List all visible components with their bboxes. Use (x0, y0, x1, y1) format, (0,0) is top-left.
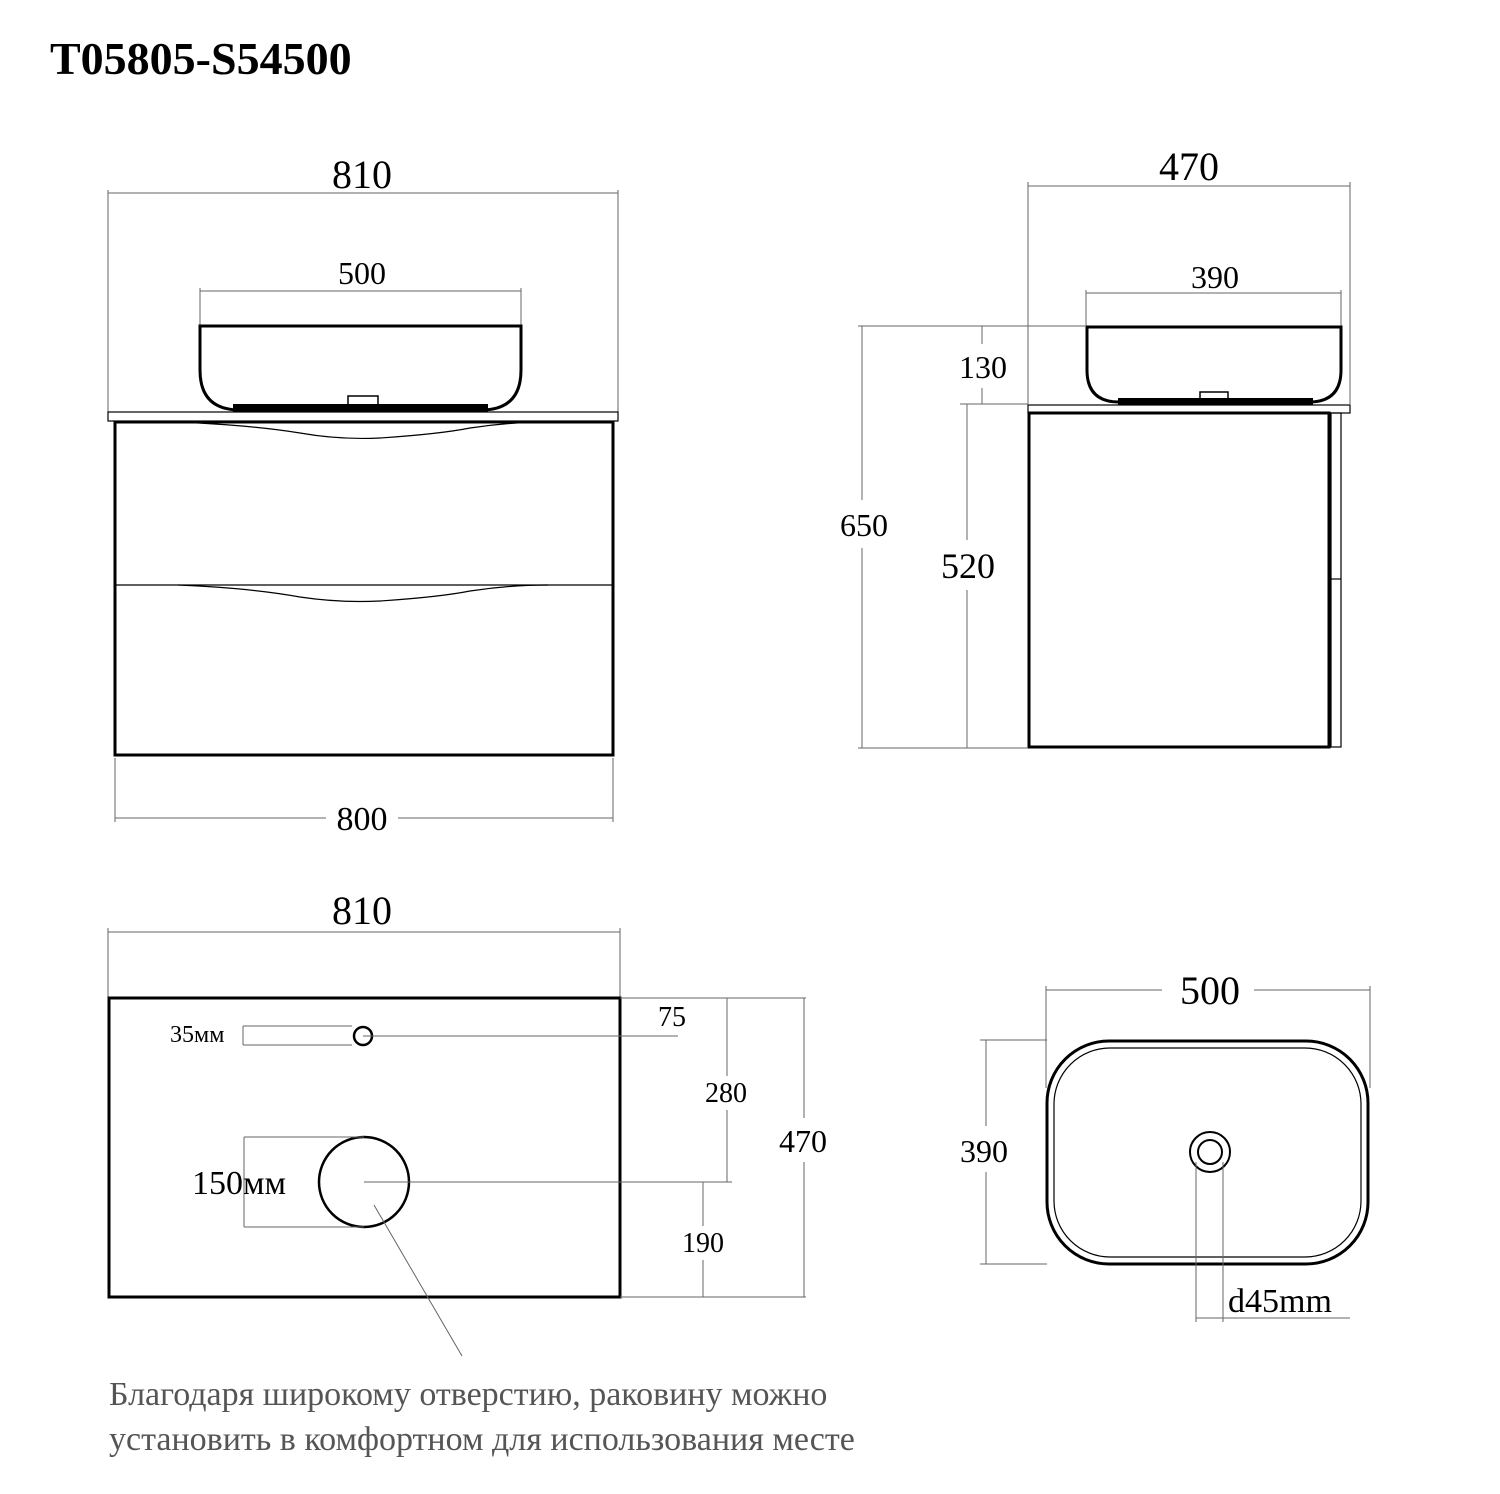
basin-width-label: 500 (1180, 968, 1240, 1013)
top-depth-label: 470 (779, 1123, 827, 1159)
drain-leader-line (374, 1205, 462, 1356)
front-countertop (108, 412, 618, 421)
top-width-label: 810 (332, 888, 392, 933)
front-drawer-curve-bottom (178, 585, 548, 602)
basin-inner-rim (1054, 1048, 1361, 1257)
front-basin-shape (200, 326, 521, 410)
basin-plan (960, 968, 1370, 1322)
side-view (840, 144, 1350, 748)
top-view (108, 888, 827, 1356)
basin-drain-label: d45mm (1228, 1283, 1332, 1320)
basin-outer-rim (1047, 1041, 1368, 1264)
drain-from-back-label: 190 (682, 1228, 724, 1259)
side-basin-base (1118, 398, 1313, 405)
basin-drain-inner (1198, 1140, 1222, 1164)
side-basin-height-label: 130 (959, 349, 1007, 385)
front-cabinet (115, 422, 613, 755)
drain-hole-label: 150мм (192, 1165, 287, 1202)
side-basin-shape (1087, 327, 1341, 402)
tap-hole-label: 35мм (170, 1022, 225, 1048)
front-cabinet-width-label: 800 (336, 801, 388, 838)
tap-offset-label: 75 (658, 1002, 686, 1033)
side-cabinet-height-label: 520 (941, 546, 995, 586)
model-title: T05805-S54500 (50, 33, 352, 84)
note-line-1: Благодаря широкому отверстию, раковину можно (109, 1376, 828, 1413)
drain-from-front-label: 280 (705, 1078, 747, 1109)
front-drawer-curve-top (178, 422, 548, 438)
side-door-panel (1331, 413, 1341, 747)
installation-note (109, 1376, 855, 1458)
side-total-height-label: 650 (840, 507, 888, 543)
side-basin-depth-label: 390 (1191, 259, 1239, 295)
front-view (108, 152, 618, 838)
note-line-2: установить в комфортном для использования месте (109, 1421, 855, 1458)
side-depth-label: 470 (1159, 144, 1219, 189)
front-top-width-label: 810 (332, 152, 392, 197)
front-basin-base (233, 404, 488, 412)
basin-depth-label: 390 (960, 1133, 1008, 1169)
front-basin-width-label: 500 (338, 255, 386, 291)
side-cabinet (1029, 413, 1329, 747)
